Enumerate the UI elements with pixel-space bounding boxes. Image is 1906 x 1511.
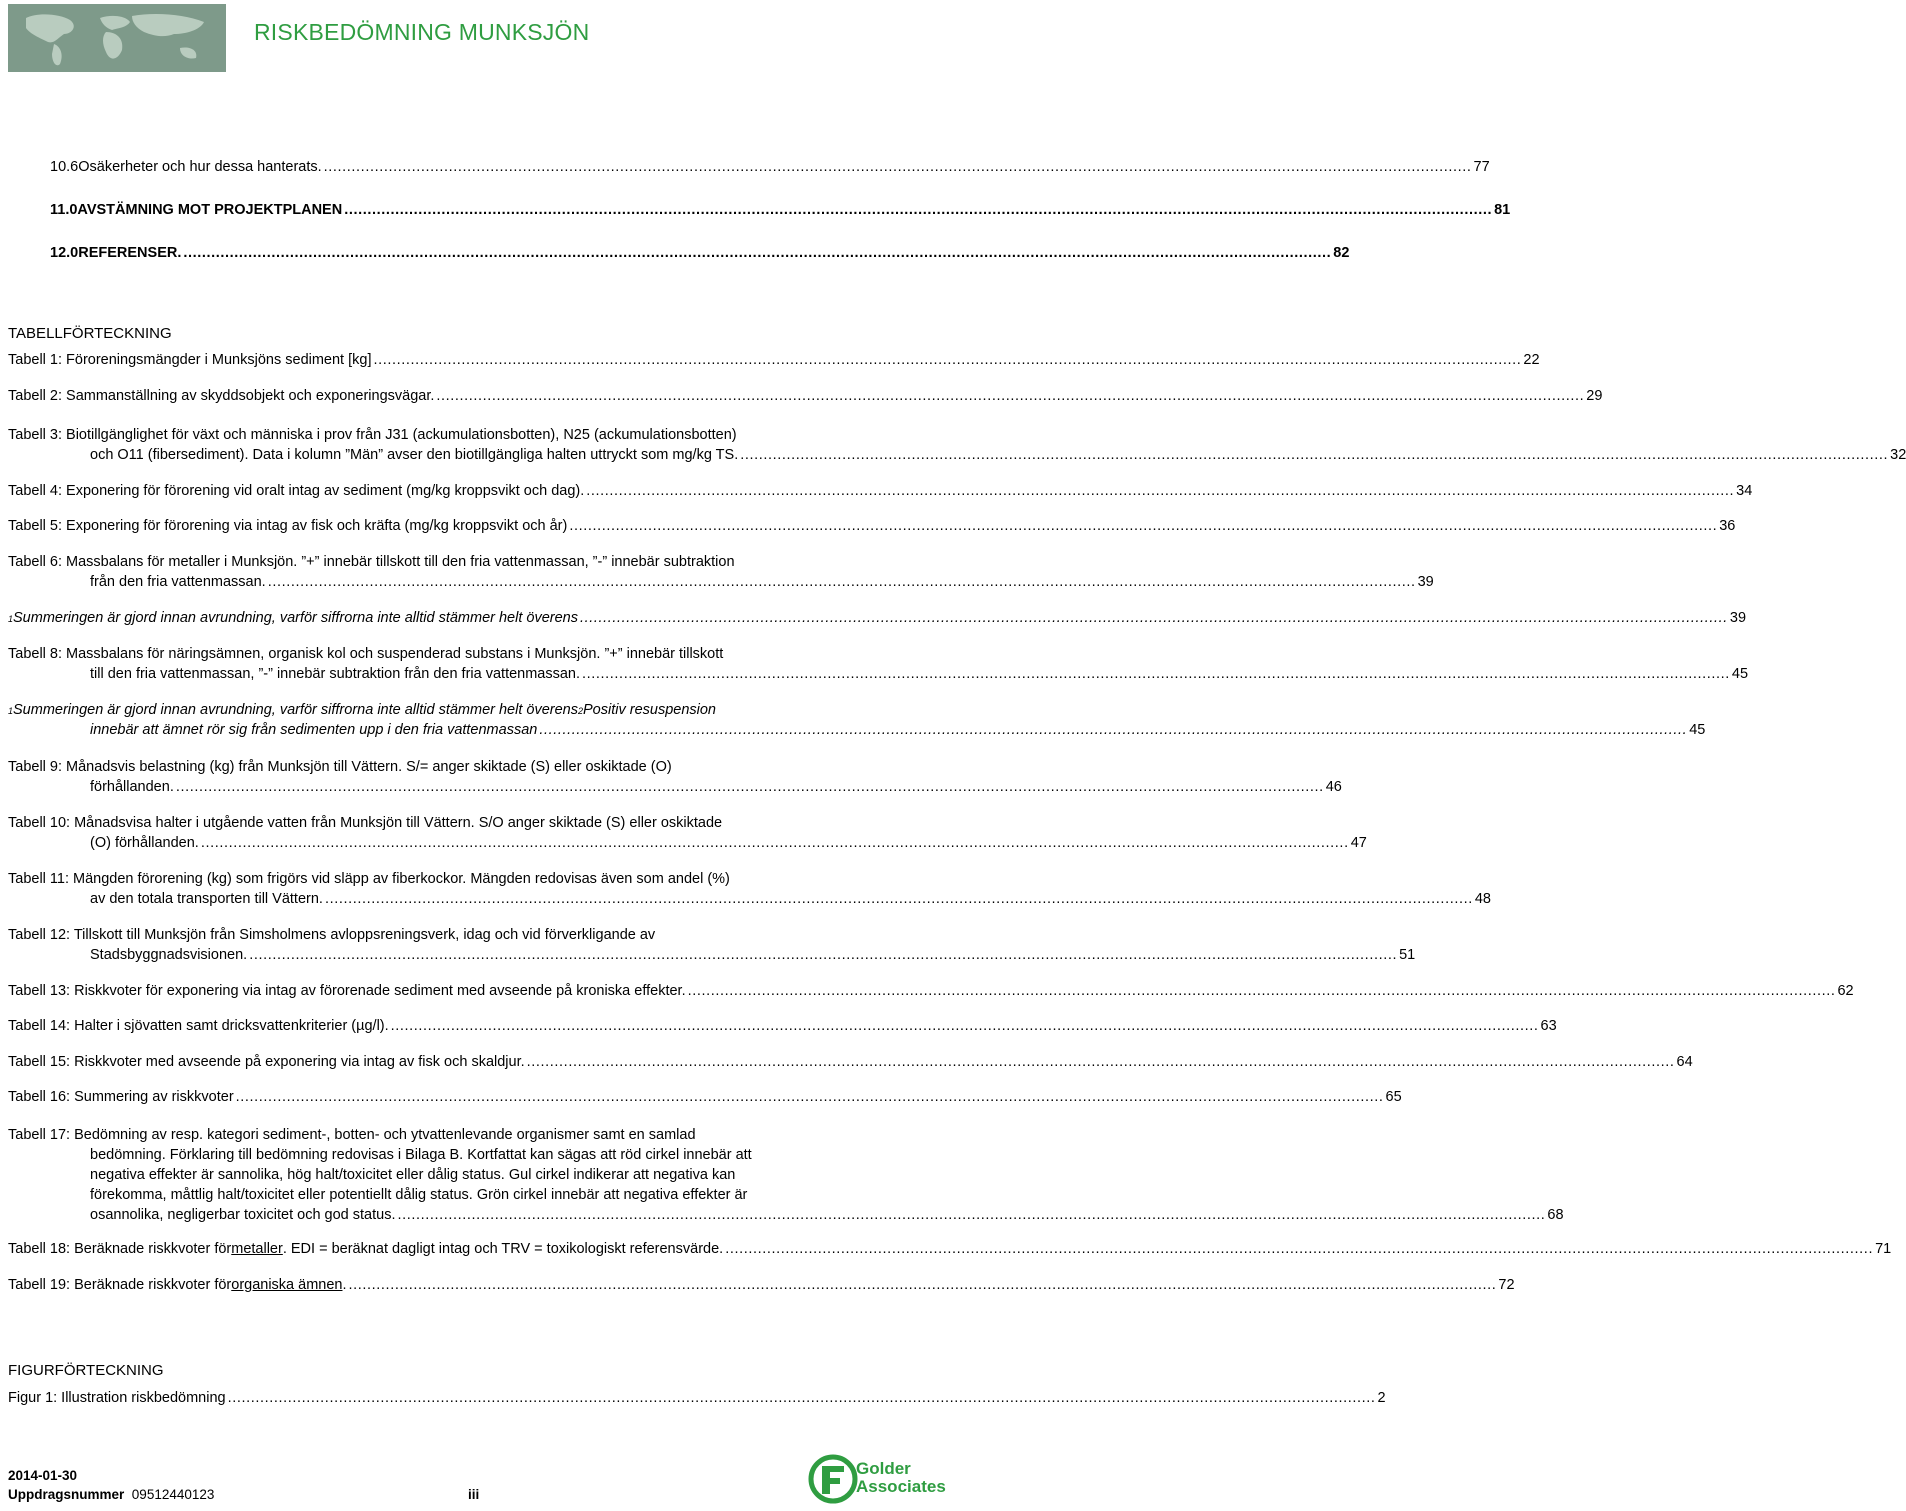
page-number: 29 (1586, 388, 1603, 404)
section-text: Osäkerheter och hur dessa hanterats. (78, 159, 322, 175)
entry-text: Tabell 14: Halter i sjövatten samt dricksvattenkriterier (µg/l). (8, 1018, 389, 1034)
document-title: RISKBEDÖMNING MUNKSJÖN (254, 19, 590, 45)
toc-section-12-0[interactable] (8, 243, 1350, 263)
entry-text-continued: från den fria vattenmassan. (90, 574, 266, 590)
golder-emblem-icon (808, 1452, 858, 1506)
entry-text-continued: innebär att ämnet rör sig från sedimenten upp i den fria vattenmassan (90, 722, 538, 738)
toc-table-13[interactable] (8, 981, 1854, 1001)
toc-table-19[interactable] (8, 1275, 1515, 1295)
entry-text-continued: bedömning. Förklaring till bedömning redovisas i Bilaga B. Kortfattat kan sägas att röd cirkel innebär att (90, 1147, 752, 1163)
entry-text: Tabell 16: Summering av riskkvoter (8, 1089, 234, 1105)
page-number: 62 (1837, 983, 1854, 999)
toc-section-10-6[interactable] (8, 157, 1490, 177)
page-number: 64 (1676, 1054, 1693, 1070)
entry-text: . (342, 1277, 347, 1293)
entry-text: Positiv resuspension (583, 702, 717, 718)
figures-heading: FIGURFÖRTECKNING (8, 1362, 164, 1379)
toc-figure-1[interactable] (8, 1388, 1386, 1408)
entry-text: Tabell 12: Tillskott till Munksjön från Simsholmens avloppsreningsverk, idag och vid förverkligande av (8, 927, 656, 943)
logo-text-line-2: Associates (856, 1477, 946, 1496)
toc-table-12[interactable] (8, 925, 1416, 965)
page-number: 22 (1523, 352, 1540, 368)
entry-text: Tabell 1: Föroreningsmängder i Munksjöns sediment [kg] (8, 352, 372, 368)
page-number: 48 (1474, 891, 1491, 907)
page-number: 77 (1473, 159, 1490, 175)
entry-text-continued: förhållanden. (90, 779, 174, 795)
section-number: 12.0 (50, 245, 79, 261)
entry-text-continued: förekomma, måttlig halt/toxicitet eller potentiellt dålig status. Grön cirkel innebär att negativa effekter är (90, 1187, 748, 1203)
page-number: 34 (1736, 483, 1753, 499)
section-text: AVSTÄMNING MOT PROJEKTPLANEN (77, 202, 343, 218)
toc-table-8[interactable] (8, 644, 1749, 684)
page-number: 72 (1498, 1277, 1515, 1293)
logo-text-line-1: Golder (856, 1459, 911, 1478)
entry-text: Summeringen är gjord innan avrundning, varför siffrorna inte alltid stämmer helt överens (13, 702, 578, 718)
entry-text: Summeringen är gjord innan avrundning, varför siffrorna inte alltid stämmer helt överens (13, 610, 578, 626)
toc-table-11[interactable] (8, 869, 1491, 909)
entry-text-continued: av den totala transporten till Vättern. (90, 891, 323, 907)
order-number: 09512440123 (131, 1487, 215, 1502)
page-number: 45 (1731, 666, 1749, 682)
page-number: 68 (1547, 1207, 1564, 1223)
entry-text: Tabell 4: Exponering för förorening vid oralt intag av sediment (mg/kg kroppsvikt och dag). (8, 483, 585, 499)
page-number: 81 (1494, 202, 1511, 218)
footer-date: 2014-01-30 (8, 1468, 78, 1483)
page-number: 45 (1689, 722, 1706, 738)
entry-text-continued: (O) förhållanden. (90, 835, 199, 851)
toc-table-5[interactable] (8, 516, 1736, 536)
entry-text: Tabell 10: Månadsvisa halter i utgående vatten från Munksjön till Vättern. S/O anger skiktade (S) eller oskiktade (8, 815, 723, 831)
page-number: 39 (1729, 610, 1747, 626)
entry-text: Tabell 5: Exponering för förorening via intag av fisk och kräfta (mg/kg kroppsvikt och år) (8, 518, 568, 534)
page-number: 32 (1890, 447, 1906, 463)
toc-table-4[interactable] (8, 481, 1753, 501)
page-number: 2 (1377, 1390, 1386, 1406)
entry-text: Tabell 18: Beräknade riskkvoter för (8, 1241, 232, 1257)
page-number: 63 (1540, 1018, 1557, 1034)
entry-text: Tabell 13: Riskkvoter för exponering via intag av förorenade sediment med avseende på kroniska effekter. (8, 983, 686, 999)
entry-text-continued: och O11 (fibersediment). Data i kolumn ”Män” avser den biotillgängliga halten uttryckt som mg/kg TS. (90, 447, 739, 463)
toc-section-11-0[interactable] (8, 200, 1511, 220)
toc-table-17[interactable] (8, 1125, 1564, 1225)
footer-order-number (8, 1487, 214, 1502)
entry-text: Tabell 2: Sammanställning av skyddsobjekt och exponeringsvägar. (8, 388, 435, 404)
golder-logo-text (856, 1460, 946, 1496)
entry-text: Tabell 8: Massbalans för näringsämnen, organisk kol och suspenderad substans i Munksjön. ”+” innebär tillskott (8, 646, 724, 662)
toc-table-9[interactable] (8, 757, 1342, 797)
entry-text-continued: Stadsbyggnadsvisionen. (90, 947, 248, 963)
order-label: Uppdragsnummer (8, 1487, 125, 1502)
entry-text: . EDI = beräknat dagligt intag och TRV = toxikologiskt referensvärde. (282, 1241, 724, 1257)
page-number: 39 (1417, 574, 1434, 590)
section-number: 11.0 (50, 202, 78, 218)
page-number: 71 (1875, 1241, 1892, 1257)
toc-table-10[interactable] (8, 813, 1367, 853)
world-map-icon (8, 4, 226, 72)
page-number: 47 (1350, 835, 1367, 851)
entry-text: Tabell 11: Mängden förorening (kg) som frigörs vid släpp av fiberkockor. Mängden redovisas även som andel (%) (8, 871, 730, 887)
page-number: 65 (1385, 1089, 1402, 1105)
tables-heading: TABELLFÖRTECKNING (8, 325, 172, 342)
page-number: 36 (1719, 518, 1736, 534)
page-number: 51 (1399, 947, 1416, 963)
entry-text-underlined: organiska ämnen (231, 1277, 343, 1293)
toc-table-18[interactable] (8, 1239, 1892, 1259)
entry-text: Tabell 17: Bedömning av resp. kategori sediment-, botten- och ytvattenlevande organismer samt en samlad (8, 1127, 696, 1143)
entry-text-underlined: metaller (231, 1241, 283, 1257)
entry-text: Tabell 15: Riskkvoter med avseende på exponering via intag av fisk och skaldjur. (8, 1054, 525, 1070)
toc-table-16[interactable] (8, 1087, 1402, 1107)
entry-text: Tabell 9: Månadsvis belastning (kg) från Munksjön till Vättern. S/= anger skiktade (S) eller oskiktade (O) (8, 759, 672, 775)
toc-table-2[interactable] (8, 386, 1603, 406)
header-world-map-logo (8, 4, 226, 72)
entry-text: Tabell 3: Biotillgänglighet för växt och människa i prov från J31 (ackumulationsbotten), N25 (ackumulationsbotten) (8, 427, 737, 443)
page-number: 82 (1333, 245, 1350, 261)
entry-text: Tabell 19: Beräknade riskkvoter för (8, 1277, 232, 1293)
entry-text: Figur 1: Illustration riskbedömning (8, 1390, 226, 1406)
section-text: REFERENSER. (78, 245, 182, 261)
toc-table-3[interactable] (8, 425, 1906, 465)
footer-page-number: iii (468, 1487, 480, 1502)
entry-text-continued: till den fria vattenmassan, ”-” innebär subtraktion från den fria vattenmassan. (90, 666, 581, 682)
toc-table-8-footnote[interactable]: 1 Summeringen är gjord innan avrundning, varför siffrorna inte alltid stämmer helt överens 2 Positiv resuspension innebär att ämnet rör sig från sedimenten upp i den fria vattenmassan ..... 45 (8, 700, 946, 740)
section-number: 10.6 (50, 159, 79, 175)
page-number: 46 (1325, 779, 1342, 795)
entry-text-continued: osannolika, negligerbar toxicitet och god status. (90, 1207, 396, 1223)
toc-table-15[interactable] (8, 1052, 1693, 1072)
entry-text-continued: negativa effekter är sannolika, hög halt/toxicitet eller dålig status. Gul cirkel indikerar att negativa kan (90, 1167, 736, 1183)
toc-table-6[interactable] (8, 552, 1434, 592)
entry-text: Tabell 6: Massbalans för metaller i Munksjön. ”+” innebär tillskott till den fria vattenmassan, ”-” innebär subtraktion (8, 554, 735, 570)
toc-table-1[interactable] (8, 350, 1540, 370)
toc-table-7-footnote[interactable]: 1 Summeringen är gjord innan avrundning, varför siffrorna inte alltid stämmer helt överens ..... 39 (8, 608, 946, 628)
toc-table-14[interactable] (8, 1016, 1557, 1036)
